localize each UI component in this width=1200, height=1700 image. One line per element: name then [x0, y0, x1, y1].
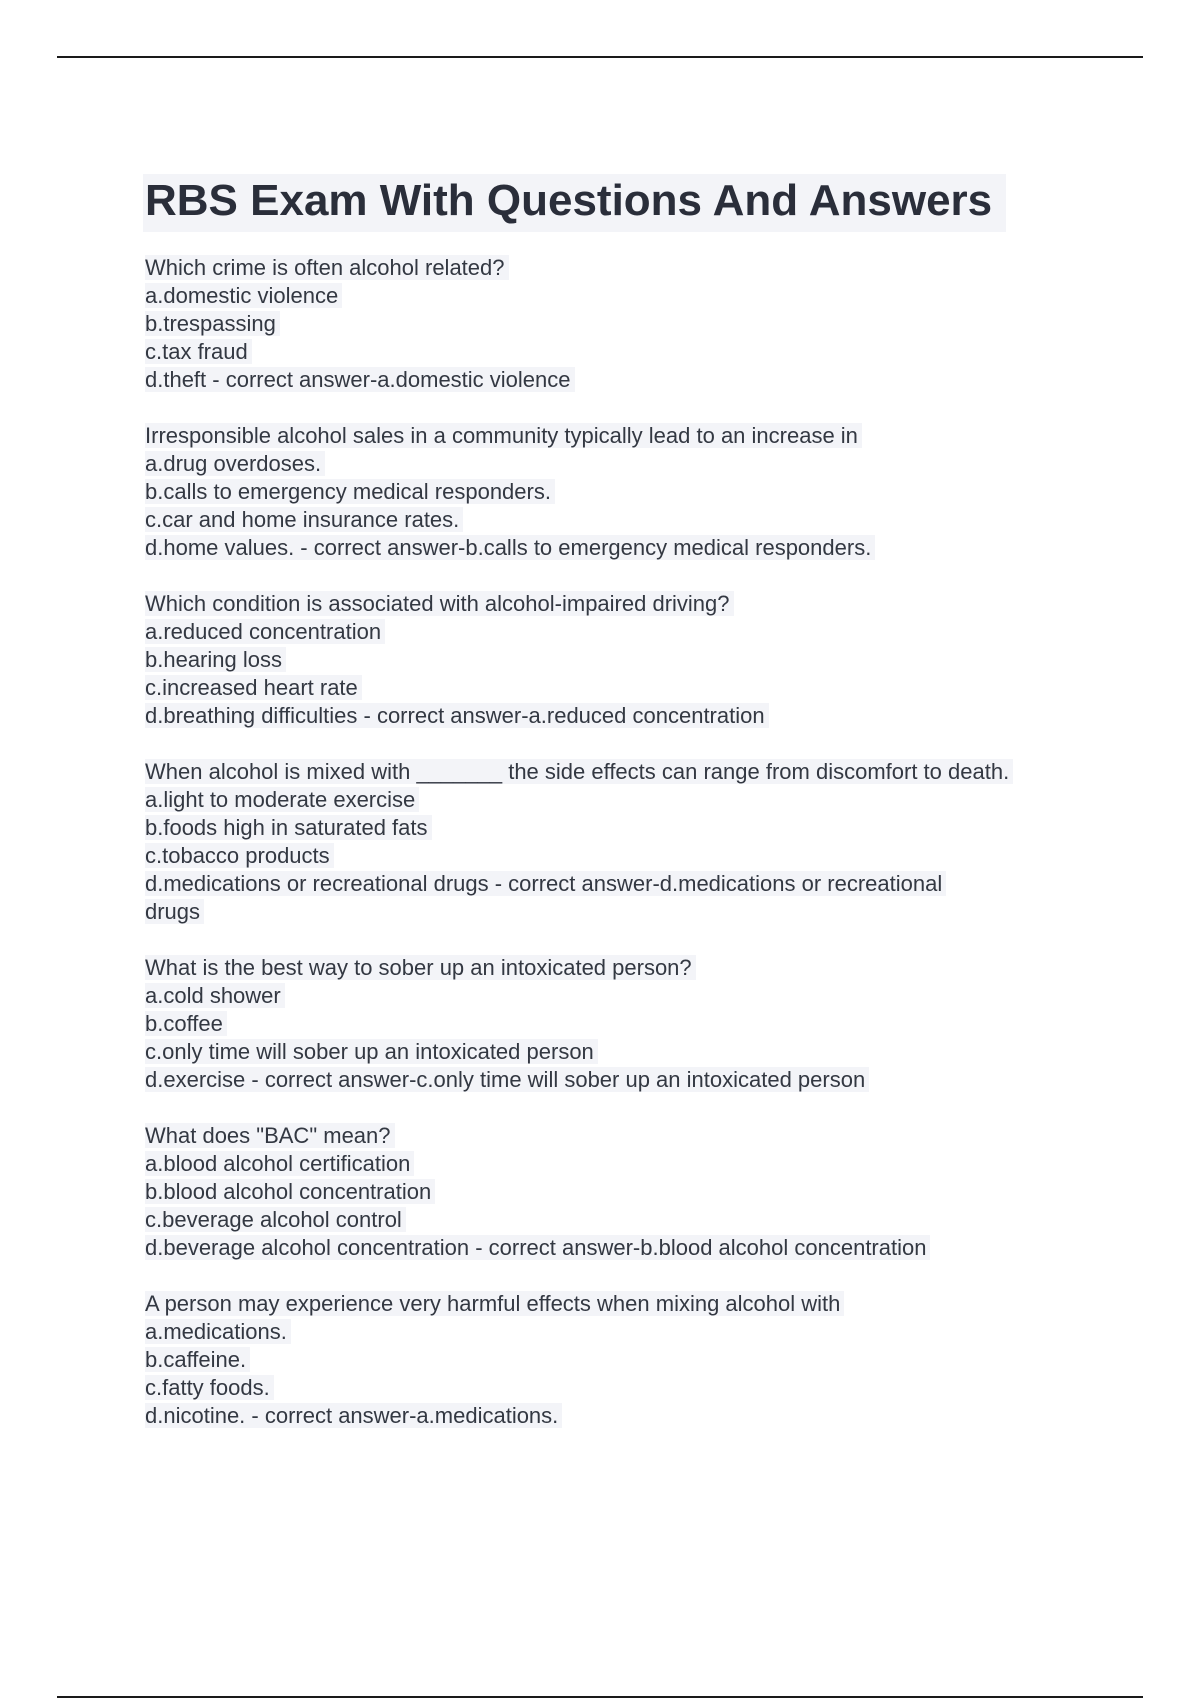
option-b: b.foods high in saturated fats [145, 814, 1090, 842]
option-d-with-answer: d.medications or recreational drugs - correct answer-d.medications or recreational [145, 870, 1090, 898]
option-c: c.beverage alcohol control [145, 1206, 1090, 1234]
option-a: a.reduced concentration [145, 618, 1090, 646]
question-block [145, 590, 1090, 730]
document-title: RBS Exam With Questions And Answers [143, 174, 1006, 232]
question-block [145, 254, 1090, 394]
option-d-with-answer: d.breathing difficulties - correct answer-a.reduced concentration [145, 702, 1090, 730]
question-text: When alcohol is mixed with _______ the side effects can range from discomfort to death. [145, 758, 1090, 786]
question-text: What does "BAC" mean? [145, 1122, 1090, 1150]
option-d-with-answer: d.beverage alcohol concentration - correct answer-b.blood alcohol concentration [145, 1234, 1090, 1262]
option-d-with-answer: d.theft - correct answer-a.domestic violence [145, 366, 1090, 394]
option-a: a.cold shower [145, 982, 1090, 1010]
option-c: c.tax fraud [145, 338, 1090, 366]
option-a: a.domestic violence [145, 282, 1090, 310]
option-b: b.calls to emergency medical responders. [145, 478, 1090, 506]
question-text: Which condition is associated with alcohol-impaired driving? [145, 590, 1090, 618]
option-c: c.fatty foods. [145, 1374, 1090, 1402]
option-d-with-answer: d.home values. - correct answer-b.calls to emergency medical responders. [145, 534, 1090, 562]
bottom-rule [57, 1696, 1143, 1698]
option-d-with-answer: d.exercise - correct answer-c.only time will sober up an intoxicated person [145, 1066, 1090, 1094]
option-a: a.light to moderate exercise [145, 786, 1090, 814]
question-text: What is the best way to sober up an intoxicated person? [145, 954, 1090, 982]
option-d-with-answer: d.nicotine. - correct answer-a.medications. [145, 1402, 1090, 1430]
document-body [145, 174, 1090, 1458]
question-block [145, 1290, 1090, 1430]
top-rule [57, 56, 1143, 58]
question-text: Irresponsible alcohol sales in a community typically lead to an increase in [145, 422, 1090, 450]
option-c: c.increased heart rate [145, 674, 1090, 702]
option-a: a.medications. [145, 1318, 1090, 1346]
option-b: b.coffee [145, 1010, 1090, 1038]
option-b: b.caffeine. [145, 1346, 1090, 1374]
question-text: A person may experience very harmful effects when mixing alcohol with [145, 1290, 1090, 1318]
option-c: c.car and home insurance rates. [145, 506, 1090, 534]
option-a: a.drug overdoses. [145, 450, 1090, 478]
question-block [145, 422, 1090, 562]
option-c: c.only time will sober up an intoxicated person [145, 1038, 1090, 1066]
question-block [145, 1122, 1090, 1262]
question-block [145, 954, 1090, 1094]
option-b: b.hearing loss [145, 646, 1090, 674]
option-d-continuation: drugs [145, 898, 1090, 926]
option-a: a.blood alcohol certification [145, 1150, 1090, 1178]
question-list [145, 254, 1090, 1430]
option-c: c.tobacco products [145, 842, 1090, 870]
question-block [145, 758, 1090, 926]
option-b: b.blood alcohol concentration [145, 1178, 1090, 1206]
option-b: b.trespassing [145, 310, 1090, 338]
question-text: Which crime is often alcohol related? [145, 254, 1090, 282]
